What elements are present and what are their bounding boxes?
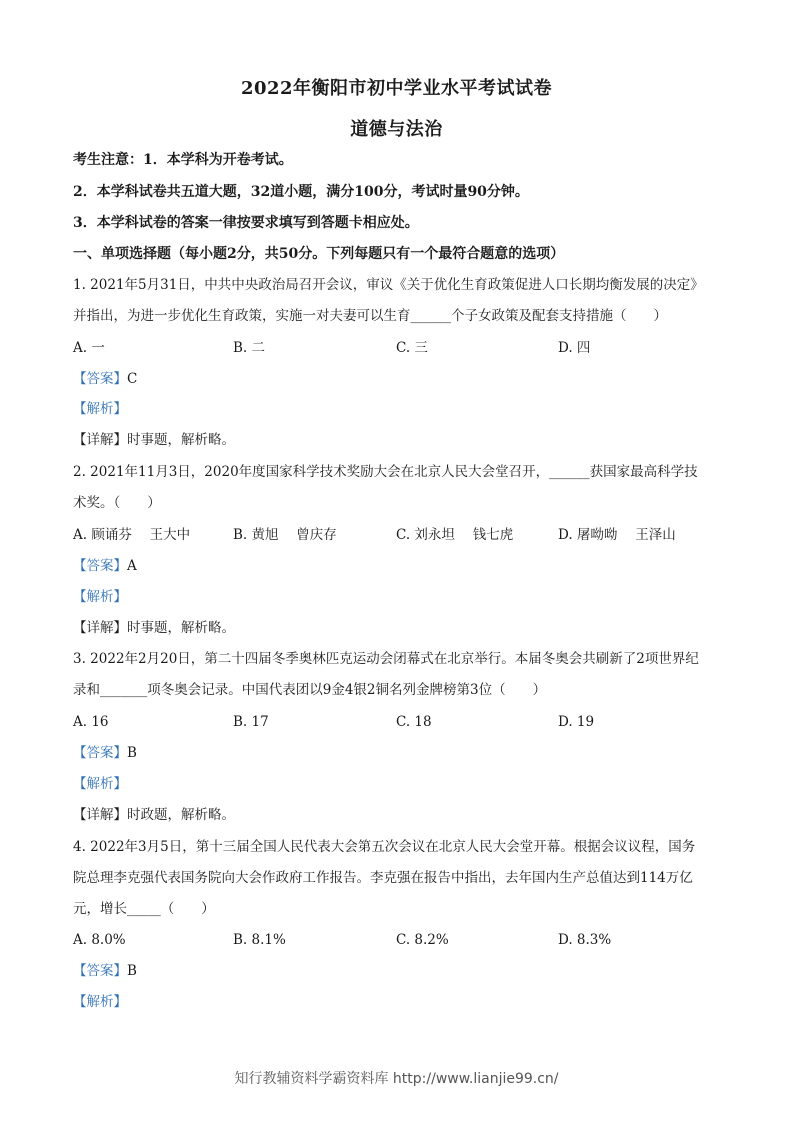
answer-label: 【答案】 [73,745,127,761]
notice-line-3: 3．本学科试卷的答案一律按要求填写到答题卡相应处。 [73,215,419,231]
q3-stem-line-2: 录和_______项冬奥会记录。中国代表团以9金4银2铜名列金牌榜第3位（ ） [73,682,547,698]
q4-option-a: A. 8.0% [73,932,126,948]
q4-stem-line-2: 院总理李克强代表国务院向大会作政府工作报告。李克强在报告中指出，去年国内生产总值达到114万亿 [73,870,693,886]
q1-option-c: C. 三 [396,340,428,356]
q1-option-a: A. 一 [73,340,105,356]
detail-label: 【详解】 [73,432,127,448]
q4-analysis-label: 【解析】 [73,994,127,1010]
section-heading: 一、单项选择题（每小题2分，共50分。下列每题只有一个最符合题意的选项） [73,246,565,262]
q2-stem-line-1: 2. 2021年11月3日，2020年度国家科学技术奖励大会在北京人民大会堂召开，______获国家最高科学技 [73,464,698,480]
q2-answer [73,556,723,576]
q3-option-c: C. 18 [396,714,432,730]
answer-label: 【答案】 [73,558,127,574]
q2-option-b: B. 黄旭 曾庆存 [233,527,337,543]
q2-detail [73,618,723,638]
q1-stem-line-1: 1. 2021年5月31日，中共中央政治局召开会议，审议《关于优化生育政策促进人口长期均衡发展的决定》 [73,277,704,293]
exam-subject: 道德与法治 [350,119,443,140]
q3-answer [73,743,723,763]
q2-analysis-label: 【解析】 [73,589,127,605]
q4-option-c: C. 8.2% [396,932,449,948]
detail-text: 时政题，解析略。 [127,807,235,823]
answer-label: 【答案】 [73,371,127,387]
q2-option-d: D. 屠呦呦 王泽山 [558,527,676,543]
q3-option-a: A. 16 [73,714,109,730]
q3-detail [73,805,723,825]
answer-value: A [127,558,137,574]
detail-text: 时事题，解析略。 [127,432,235,448]
page-footer-watermark: 知行教辅资料学霸资料库 http://www.lianjie99.cn/ [234,1071,559,1087]
notice-line-2: 2．本学科试卷共五道大题，32道小题，满分100分，考试时量90分钟。 [73,184,529,200]
q1-detail [73,430,723,450]
q1-option-b: B. 二 [233,340,266,356]
answer-value: C [127,371,138,387]
q1-analysis-label: 【解析】 [73,401,127,417]
answer-label: 【答案】 [73,963,127,979]
q3-option-b: B. 17 [233,714,269,730]
q1-stem-line-2: 并指出，为进一步优化生育政策，实施一对夫妻可以生育______个子女政策及配套支持措施（ ） [73,308,667,324]
detail-label: 【详解】 [73,620,127,636]
exam-title: 2022年衡阳市初中学业水平考试试卷 [240,78,553,99]
q4-option-b: B. 8.1% [233,932,286,948]
answer-value: B [127,963,137,979]
q4-option-d: D. 8.3% [558,932,612,948]
q2-stem-line-2: 术奖。（ ） [73,495,161,511]
q1-option-d: D. 四 [558,340,591,356]
answer-value: B [127,745,137,761]
detail-text: 时事题，解析略。 [127,620,235,636]
q4-stem-line-1: 4. 2022年3月5日，第十三届全国人民代表大会第五次会议在北京人民大会堂开幕。根据会议议程，国务 [73,839,696,855]
notice-line-1: 考生注意：1．本学科为开卷考试。 [73,152,293,168]
q2-option-a: A. 顾诵芬 王大中 [73,527,191,543]
q3-option-d: D. 19 [558,714,595,730]
q4-answer [73,961,723,981]
q1-answer [73,369,723,389]
q3-stem-line-1: 3. 2022年2月20日，第二十四届冬季奥林匹克运动会闭幕式在北京举行。本届冬奥会共刷新了2项世界纪 [73,651,699,667]
detail-label: 【详解】 [73,807,127,823]
q3-analysis-label: 【解析】 [73,776,127,792]
q4-stem-line-3: 元，增长_____（ ） [73,901,215,917]
q2-option-c: C. 刘永坦 钱七虎 [396,527,514,543]
